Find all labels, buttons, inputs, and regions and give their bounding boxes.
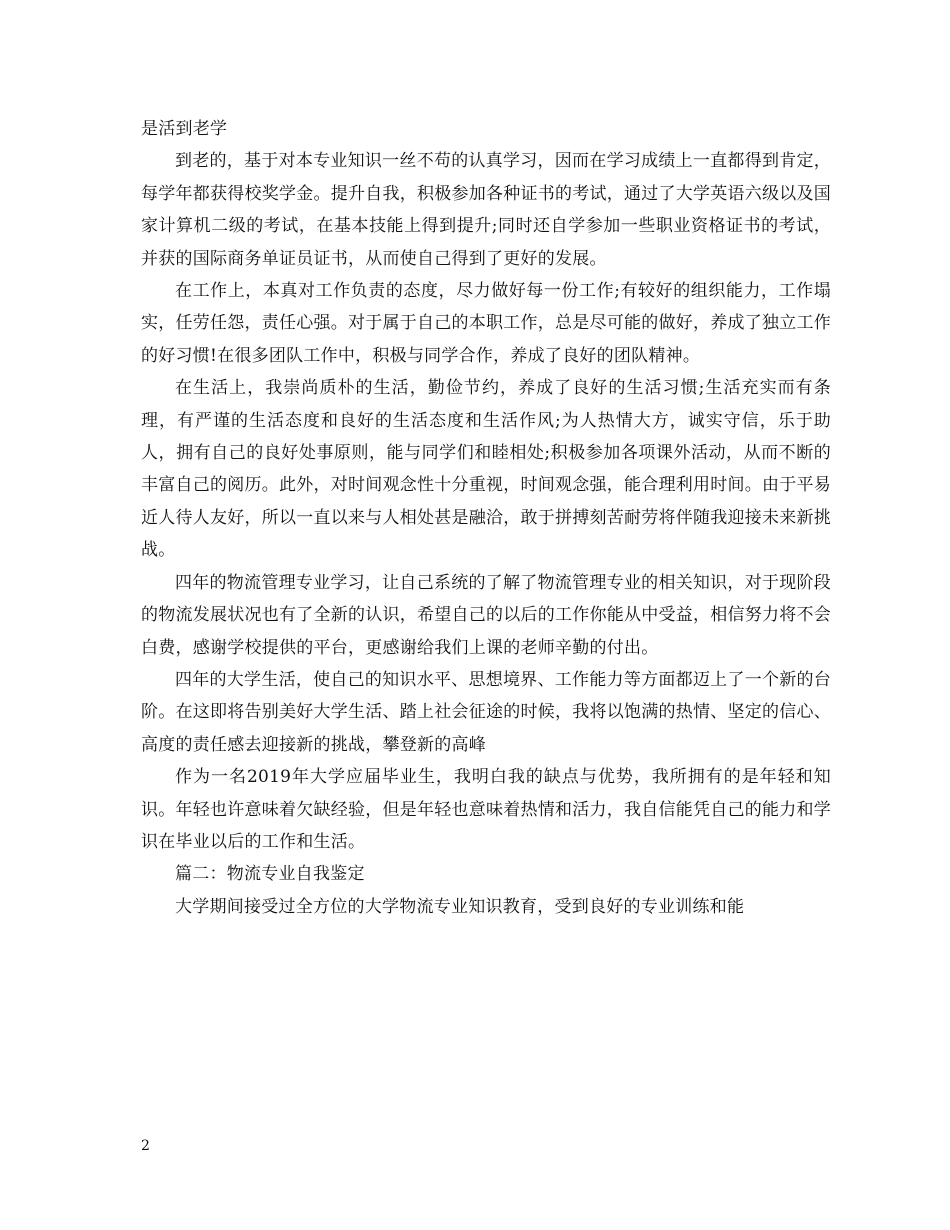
paragraph-continuation: 是活到老学 <box>141 119 228 139</box>
page-body <box>141 113 831 923</box>
paragraph-graduate: 作为一名2019年大学应届毕业生，我明白我的缺点与优势，我所拥有的是年轻和知识。年轻也许意味着欠缺经验，但是年轻也意味着热情和活力，我自信能凭自己的能力和学识在毕业以后的工作和生活。 <box>141 767 831 852</box>
paragraph-study: 到老的，基于对本专业知识一丝不苟的认真学习，因而在学习成绩上一直都得到肯定，每学年都获得校奖学金。提升自我，积极参加各种证书的考试，通过了大学英语六级以及国家计算机二级的考试，在基本技能上得到提升;同时还自学参加一些职业资格证书的考试，并获的国际商务单证员证书，从而使自己得到了更好的发展。 <box>141 151 831 269</box>
page-number: 2 <box>141 1138 150 1154</box>
paragraph-life: 在生活上，我崇尚质朴的生活，勤俭节约，养成了良好的生活习惯;生活充实而有条理，有严谨的生活态度和良好的生活态度和生活作风;为人热情大方，诚实守信，乐于助人，拥有自己的良好处事原则，能与同学们和睦相处;积极参加各项课外活动，从而不断的丰富自己的阅历。此外，对时间观念性十分重视，时间观念强，能合理利用时间。由于平易近人待人友好，所以一直以来与人相处甚是融洽，敢于拼搏刻苦耐劳将伴随我迎接未来新挑战。 <box>141 378 831 561</box>
paragraph-section-two-start: 大学期间接受过全方位的大学物流专业知识教育，受到良好的专业训练和能 <box>175 896 745 917</box>
paragraph-logistics-study: 四年的物流管理专业学习，让自己系统的了解了物流管理专业的相关知识，对于现阶段的物流发展状况也有了全新的认识，希望自己的以后的工作你能从中受益，相信努力将不会白费，感谢学校提供的平台，更感谢给我们上课的老师辛勤的付出。 <box>141 572 831 658</box>
section-heading: 篇二：物流专业自我鉴定 <box>175 864 365 885</box>
paragraph-university-life: 四年的大学生活，使自己的知识水平、思想境界、工作能力等方面都迈上了一个新的台阶。在这即将告别美好大学生活、踏上社会征途的时候，我将以饱满的热情、坚定的信心、高度的责任感去迎接新的挑战，攀登新的高峰 <box>141 669 831 755</box>
paragraph-work: 在工作上，本真对工作负责的态度，尽力做好每一份工作;有较好的组织能力，工作塌实，任劳任怨，责任心强。对于属于自己的本职工作，总是尽可能的做好，养成了独立工作的好习惯!在很多团队工作中，积极与同学合作，养成了良好的团队精神。 <box>141 281 831 366</box>
